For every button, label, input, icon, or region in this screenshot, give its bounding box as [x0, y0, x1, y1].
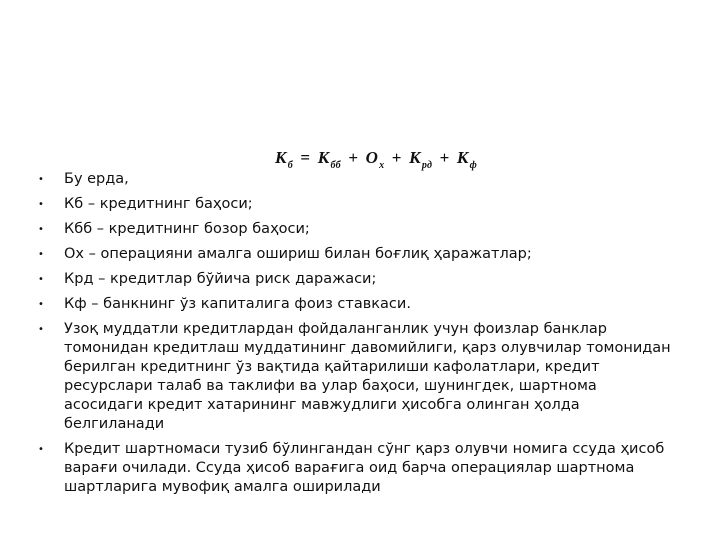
bullet-dot: •	[38, 249, 44, 260]
bullet-text: Кбб – кредитнинг бозор баҳоси;	[64, 221, 310, 237]
bullet-dot: •	[38, 444, 44, 455]
formula-term-2-sub: х	[379, 160, 385, 171]
formula-plus-3: +	[439, 148, 450, 167]
bullet-dot: •	[38, 224, 44, 235]
formula-term-4-sub: ф	[469, 160, 477, 171]
bullet-text: Кб – кредитнинг баҳоси;	[64, 196, 253, 212]
bullet-list	[38, 170, 678, 503]
bullet-dot: •	[38, 299, 44, 310]
bullet-item	[38, 195, 678, 214]
bullet-text: Бу ерда,	[64, 171, 129, 187]
bullet-dot: •	[38, 324, 44, 335]
bullet-item	[38, 270, 678, 289]
formula-lhs: К	[275, 148, 287, 167]
bullet-text: Кф – банкнинг ўз капиталига фоиз ставкаси.	[64, 296, 411, 312]
formula-term-1-sub: бб	[330, 160, 341, 171]
formula-term-3-sub: рд	[421, 160, 433, 171]
bullet-text: Крд – кредитлар бўйича риск даражаси;	[64, 271, 377, 287]
formula-term-4: К	[456, 148, 469, 167]
bullet-item	[38, 170, 678, 189]
formula-term-1: К	[317, 148, 330, 167]
formula-plus-2: +	[391, 148, 402, 167]
bullet-item	[38, 295, 678, 314]
bullet-item	[38, 440, 678, 497]
bullet-dot: •	[38, 199, 44, 210]
formula-lhs-sub: б	[287, 160, 293, 171]
bullet-item	[38, 220, 678, 239]
formula-plus-1: +	[348, 148, 359, 167]
bullet-dot: •	[38, 174, 44, 185]
bullet-text: Ох – операцияни амалга ошириш билан боғлиқ ҳаражатлар;	[64, 246, 532, 262]
formula-term-2: О	[365, 148, 379, 167]
formula-equals: =	[300, 148, 311, 167]
bullet-item	[38, 320, 678, 434]
bullet-dot: •	[38, 274, 44, 285]
formula-term-3: К	[409, 148, 421, 167]
bullet-text: Кредит шартномаси тузиб бўлингандан сўнг қарз олувчи номига ссуда ҳисоб варағи очилади. Ссуда ҳисоб варағига оид барча операциялар шартнома шартларига мувофиқ амалга оширилади	[64, 441, 665, 495]
bullet-text: Узоқ муддатли кредитлардан фойдаланганлик учун фоизлар банклар томонидан кредитлаш муддатининг давомийлиги, қарз олувчилар томонидан берилган кредитнинг ўз вақтида қайтарилиши кафолатлари, кредит ресурслари талаб ва таклифи ва улар баҳоси, шунингдек, шартнома асосидаги кредит хатарининг мавжудлиги ҳисобга олинган ҳолда белгиланади	[64, 321, 671, 432]
bullet-item	[38, 245, 678, 264]
